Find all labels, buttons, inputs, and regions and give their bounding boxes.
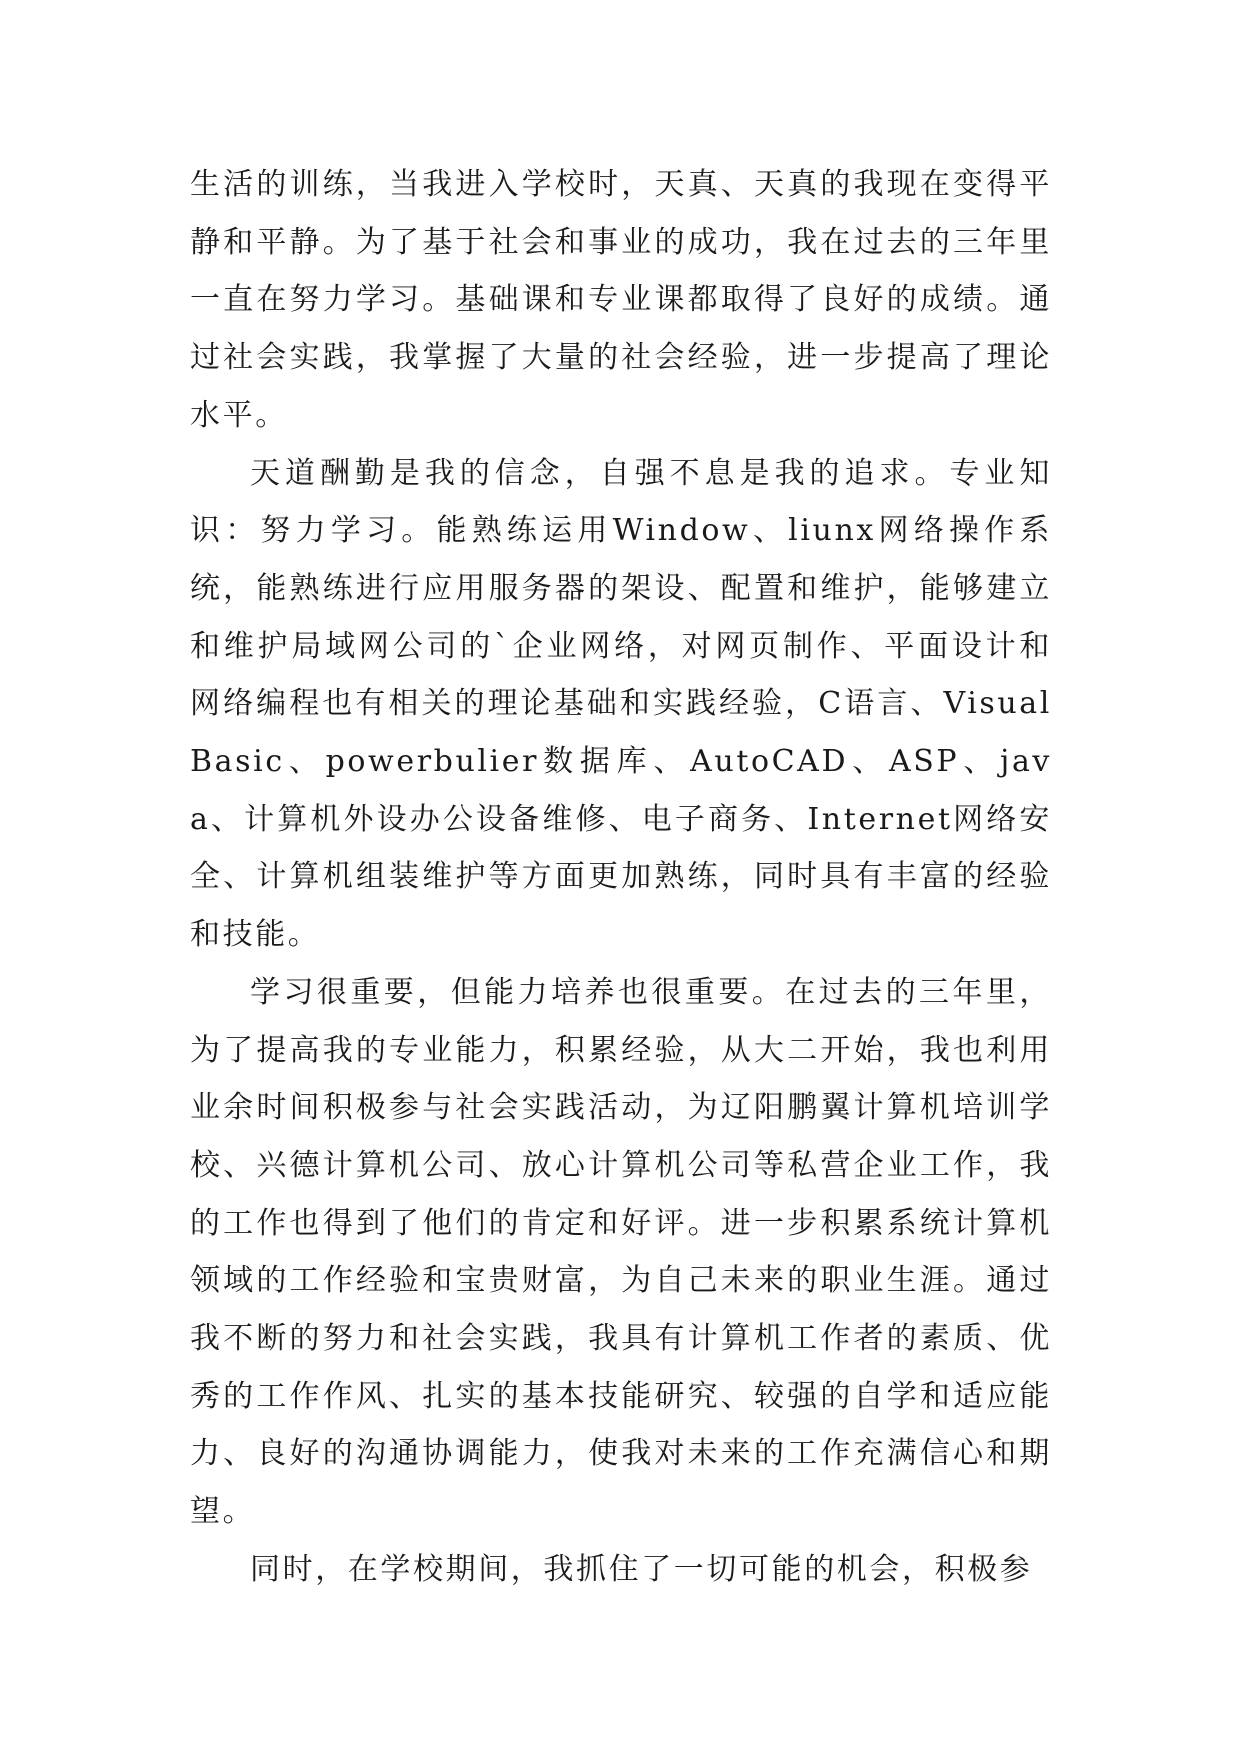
paragraph-1: 生活的训练，当我进入学校时，天真、天真的我现在变得平静和平静。为了基于社会和事业的成功，我在过去的三年里一直在努力学习。基础课和专业课都取得了良好的成绩。通过社会实践，我掌握了大量的社会经验，进一步提高了理论水平。 <box>190 167 1052 433</box>
paragraph-4: 同时，在学校期间，我抓住了一切可能的机会，积极参 <box>250 1551 1033 1587</box>
paragraph-3: 学习很重要，但能力培养也很重要。在过去的三年里，为了提高我的专业能力，积累经验，从大二开始，我也利用业余时间积极参与社会实践活动，为辽阳鹏翼计算机培训学校、兴德计算机公司、放心计算机公司等私营企业工作，我的工作也得到了他们的肯定和好评。进一步积累系统计算机领域的工作经验和宝贵财富，为自己未来的职业生涯。通过我不断的努力和社会实践，我具有计算机工作者的素质、优秀的工作作风、扎实的基本技能研究、较强的自学和适应能力、良好的沟通协调能力，使我对未来的工作充满信心和期望。 <box>190 974 1052 1530</box>
document-page <box>190 156 1052 1599</box>
paragraph-2: 天道酬勤是我的信念，自强不息是我的追求。专业知识：努力学习。能熟练运用Window、liunx网络操作系统，能熟练进行应用服务器的架设、配置和维护，能够建立和维护局域网公司的`企业网络，对网页制作、平面设计和网络编程也有相关的理论基础和实践经验，C语言、VisualBasic、powerbulier数据库、AutoCAD、ASP、java、计算机外设办公设备维修、电子商务、Internet网络安全、计算机组装维护等方面更加熟练，同时具有丰富的经验和技能。 <box>190 455 1052 953</box>
